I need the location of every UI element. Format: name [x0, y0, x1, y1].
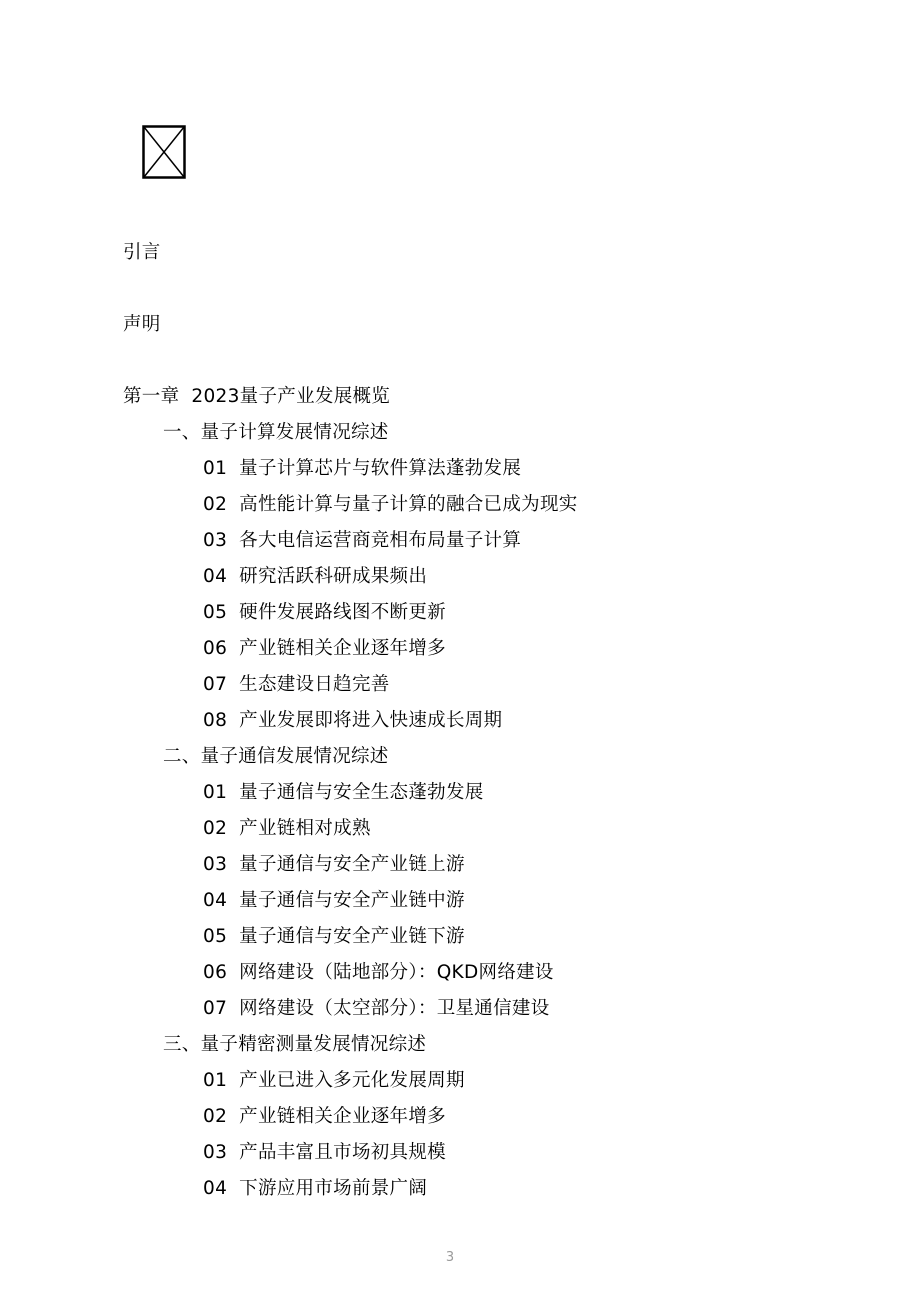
item-number: 02 — [203, 1106, 228, 1127]
toc-chapter-1[interactable] — [123, 384, 390, 410]
item-text: 生态建设日趋完善 — [239, 674, 390, 695]
item-text: 各大电信运营商竞相布局量子计算 — [239, 530, 522, 551]
section-title: 一、量子计算发展情况综述 — [163, 422, 389, 443]
item-text: 产业链相关企业逐年增多 — [239, 638, 446, 659]
toc-item[interactable] — [203, 1068, 465, 1094]
toc-item[interactable] — [203, 1104, 446, 1130]
item-number: 05 — [203, 602, 228, 623]
item-number: 03 — [203, 530, 228, 551]
item-number: 03 — [203, 854, 228, 875]
toc-item[interactable] — [203, 600, 446, 626]
toc-item[interactable] — [203, 492, 578, 518]
item-text: 产业已进入多元化发展周期 — [239, 1070, 465, 1091]
item-number: 01 — [203, 458, 228, 479]
item-number: 08 — [203, 710, 228, 731]
toc-item[interactable] — [203, 816, 371, 842]
toc-item[interactable] — [203, 636, 446, 662]
toc-entry-label: 声明 — [123, 314, 161, 335]
item-text: 网络建设（陆地部分）：QKD网络建设 — [239, 962, 554, 983]
toc-item[interactable] — [203, 528, 521, 554]
toc-section-quantum-computing[interactable] — [163, 420, 389, 446]
section-title: 三、量子精密测量发展情况综述 — [163, 1034, 427, 1055]
toc-item[interactable] — [203, 1176, 427, 1202]
item-text: 产品丰富且市场初具规模 — [239, 1142, 446, 1163]
toc-item[interactable] — [203, 564, 427, 590]
toc-item[interactable] — [203, 672, 390, 698]
item-number: 07 — [203, 674, 228, 695]
item-text: 产业发展即将进入快速成长周期 — [239, 710, 503, 731]
item-number: 02 — [203, 494, 228, 515]
chapter-label: 第一章 — [123, 386, 180, 407]
item-text: 网络建设（太空部分）：卫星通信建设 — [239, 998, 550, 1019]
item-number: 03 — [203, 1142, 228, 1163]
toc-item[interactable] — [203, 852, 465, 878]
item-text: 量子通信与安全生态蓬勃发展 — [239, 782, 484, 803]
chapter-title: 2023量子产业发展概览 — [191, 386, 391, 407]
item-text: 研究活跃科研成果频出 — [239, 566, 428, 587]
toc-section-quantum-communication[interactable] — [163, 744, 389, 770]
toc-item[interactable] — [203, 708, 502, 734]
item-number: 01 — [203, 782, 228, 803]
item-text: 量子通信与安全产业链下游 — [239, 926, 465, 947]
item-text: 硬件发展路线图不断更新 — [239, 602, 446, 623]
item-number: 06 — [203, 638, 228, 659]
page-number: 3 — [445, 1250, 455, 1265]
item-number: 06 — [203, 962, 228, 983]
item-text: 产业链相对成熟 — [239, 818, 371, 839]
toc-entry-introduction[interactable] — [123, 240, 161, 266]
toc-item[interactable] — [203, 456, 521, 482]
toc-item[interactable] — [203, 924, 465, 950]
broken-image-icon — [142, 125, 186, 179]
item-text: 量子计算芯片与软件算法蓬勃发展 — [239, 458, 522, 479]
item-number: 07 — [203, 998, 228, 1019]
item-number: 04 — [203, 566, 228, 587]
toc-item[interactable] — [203, 780, 484, 806]
toc-section-quantum-metrology[interactable] — [163, 1032, 426, 1058]
item-text: 高性能计算与量子计算的融合已成为现实 — [239, 494, 578, 515]
item-number: 04 — [203, 1178, 228, 1199]
toc-item[interactable] — [203, 888, 465, 914]
item-number: 01 — [203, 1070, 228, 1091]
item-number: 04 — [203, 890, 228, 911]
toc-entry-label: 引言 — [123, 242, 161, 263]
toc-entry-statement[interactable] — [123, 312, 161, 338]
item-text: 量子通信与安全产业链中游 — [239, 890, 465, 911]
item-text: 产业链相关企业逐年增多 — [239, 1106, 446, 1127]
item-number: 02 — [203, 818, 228, 839]
section-title: 二、量子通信发展情况综述 — [163, 746, 389, 767]
item-text: 量子通信与安全产业链上游 — [239, 854, 465, 875]
item-text: 下游应用市场前景广阔 — [239, 1178, 428, 1199]
toc-item[interactable] — [203, 996, 550, 1022]
item-number: 05 — [203, 926, 228, 947]
toc-item[interactable] — [203, 1140, 446, 1166]
toc-item[interactable] — [203, 960, 554, 986]
